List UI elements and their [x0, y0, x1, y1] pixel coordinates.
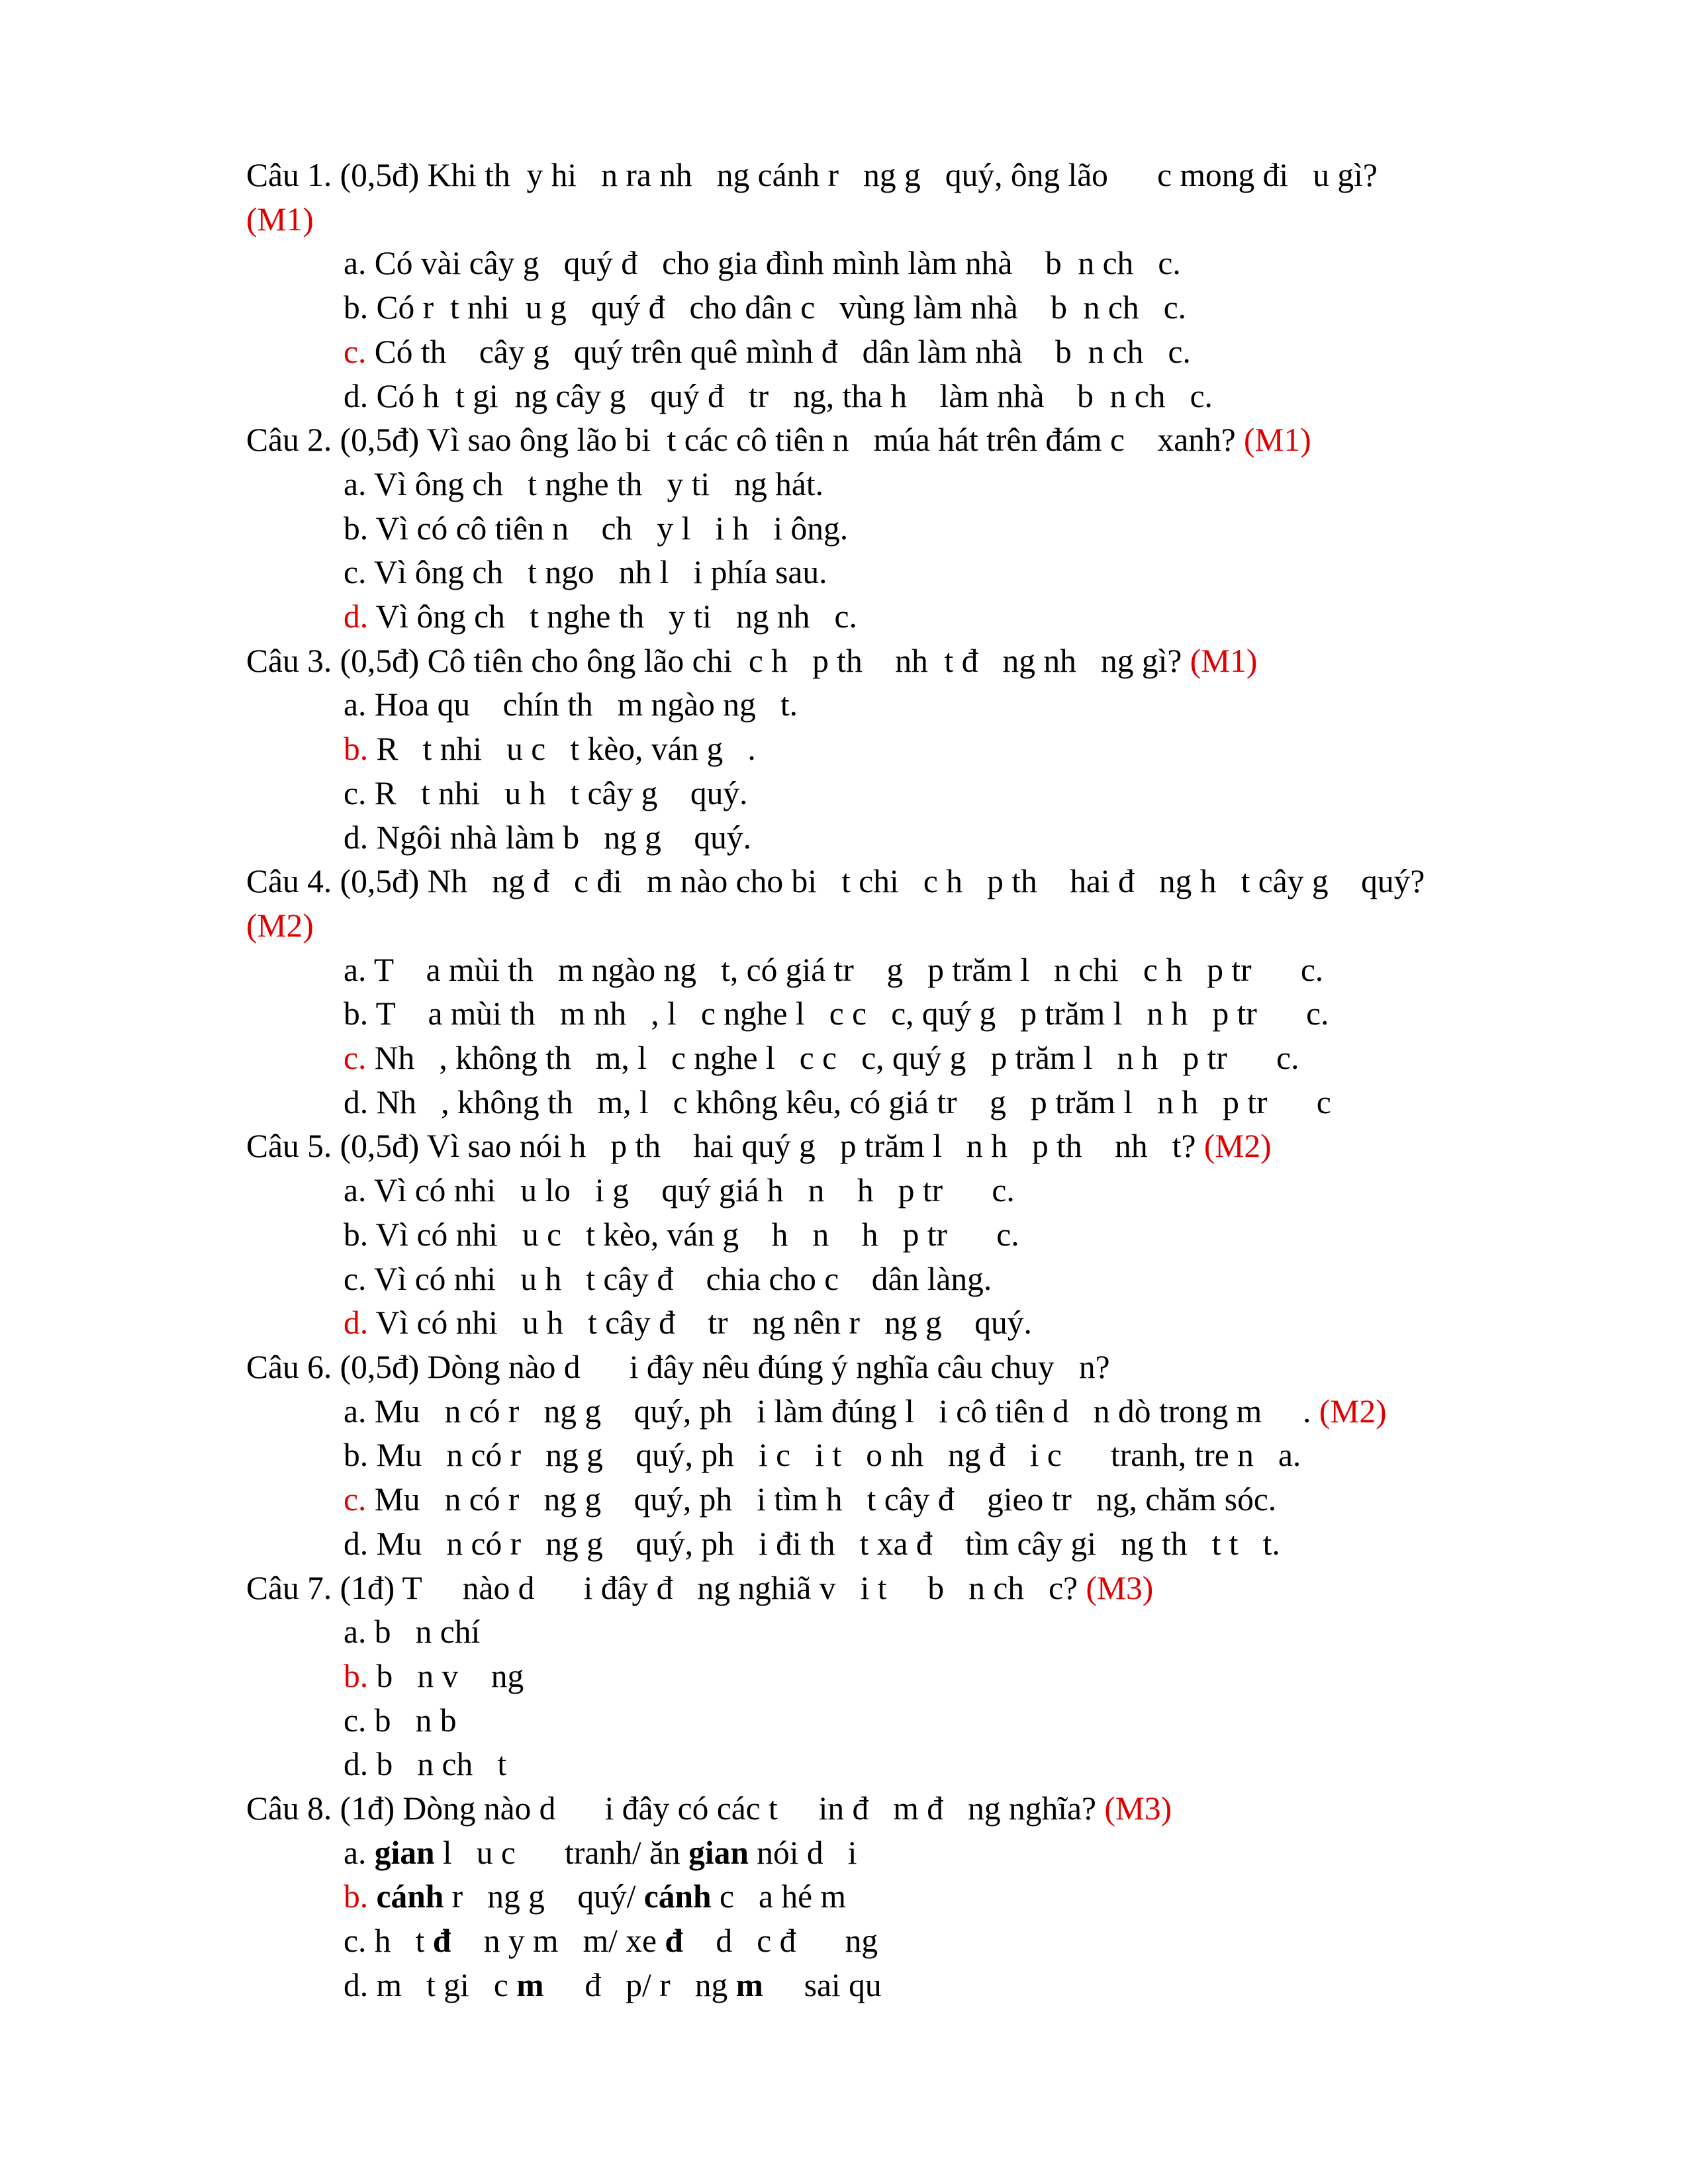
- option-key: a.: [344, 245, 367, 282]
- question-7: [246, 1567, 1537, 1611]
- option-key: b.: [344, 1437, 369, 1474]
- question-prompt: Câu 1. (0,5đ) Khi th y hi n ra nh ng cánh r ng g quý, ông lão c mong đi u gì?: [246, 157, 1378, 193]
- option-key: a.: [344, 1392, 367, 1430]
- answer-option-c: [246, 330, 1537, 375]
- level-badge: (M1): [246, 201, 314, 238]
- question-6: [246, 1345, 1537, 1390]
- level-badge: (M1): [1244, 422, 1311, 459]
- answer-option-a: [246, 1831, 1537, 1876]
- question-4: [246, 860, 1537, 904]
- answer-option-d: [246, 1743, 1537, 1787]
- option-key: b.: [344, 995, 369, 1032]
- question-prompt: Câu 6. (0,5đ) Dòng nào d i đây nêu đúng ý nghĩa câu chuy n?: [246, 1348, 1110, 1385]
- option-text: Có r t nhi u g quý đ cho dân c vùng làm nhà b n ch c.: [368, 289, 1187, 326]
- option-key: d.: [344, 1966, 369, 2003]
- option-text: Vì có cô tiên n ch y l i h i ông.: [368, 510, 849, 547]
- option-text: Vì có nhi u c t kèo, ván g h n h p tr c.: [368, 1216, 1019, 1253]
- level-badge: (M2): [1319, 1392, 1387, 1430]
- option-key: d.: [344, 377, 369, 414]
- option-key: c.: [344, 1260, 367, 1297]
- answer-option-a: [246, 463, 1537, 507]
- option-text: Vì ông ch t nghe th y ti ng nh c.: [368, 598, 857, 635]
- option-text: Nh , không th m, l c không kêu, có giá tr g p trăm l n h p tr c: [368, 1083, 1331, 1120]
- option-text: Hoa qu chín th m ngào ng t.: [366, 686, 798, 723]
- option-text: r ng g quý/: [444, 1878, 644, 1915]
- option-text: b n b: [366, 1702, 457, 1739]
- answer-option-b: [246, 1433, 1537, 1478]
- answer-option-c: [246, 551, 1537, 595]
- quiz-document: [246, 154, 1537, 2008]
- question-8: [246, 1787, 1537, 1831]
- question-prompt: Câu 4. (0,5đ) Nh ng đ c đi m nào cho bi t chi c h p th hai đ ng h t cây g quý?: [246, 863, 1425, 900]
- option-key: b.: [344, 1657, 369, 1694]
- option-text: T a mùi th m ngào ng t, có giá tr g p trăm l n chi c h p tr c.: [366, 951, 1324, 988]
- answer-option-c: [246, 1919, 1537, 1964]
- question-prompt: Câu 7. (1đ) T nào d i đây đ ng nghiã v i t b n ch c?: [246, 1569, 1078, 1606]
- bold-word: gian: [374, 1834, 435, 1871]
- answer-option-c: [246, 772, 1537, 816]
- option-key: a.: [344, 1172, 367, 1209]
- answer-option-c: [246, 1036, 1537, 1081]
- option-key: c.: [344, 1923, 367, 1960]
- question-prompt: Câu 3. (0,5đ) Cô tiên cho ông lão chi c h p th nh t đ ng nh ng gì?: [246, 642, 1182, 679]
- option-key: c.: [344, 1040, 367, 1077]
- option-text: l u c tranh/ ăn: [434, 1834, 689, 1871]
- bold-word: cánh: [376, 1878, 444, 1915]
- option-key: c.: [344, 333, 367, 370]
- option-key: c.: [344, 774, 367, 811]
- option-key: b.: [344, 510, 369, 547]
- option-key: d.: [344, 819, 369, 856]
- answer-option-b: [246, 727, 1537, 772]
- option-key: a.: [344, 465, 367, 502]
- option-key: a.: [344, 686, 367, 723]
- question-level-line: [246, 198, 1537, 242]
- answer-option-b: [246, 286, 1537, 330]
- question-1: [246, 154, 1537, 198]
- answer-option-a: [246, 948, 1537, 993]
- option-key: d.: [344, 1304, 369, 1342]
- option-key: a.: [344, 951, 367, 988]
- bold-word: đ: [665, 1923, 683, 1960]
- question-prompt: Câu 8. (1đ) Dòng nào d i đây có các t in đ m đ ng nghĩa?: [246, 1790, 1096, 1827]
- option-key: a.: [344, 1834, 367, 1871]
- answer-option-c: [246, 1478, 1537, 1522]
- question-5: [246, 1124, 1537, 1169]
- option-key: b.: [344, 731, 369, 768]
- bold-word: gian: [688, 1834, 749, 1871]
- question-2: [246, 418, 1537, 463]
- level-badge: (M2): [246, 907, 314, 944]
- level-badge: (M3): [1104, 1790, 1172, 1827]
- option-text: R t nhi u h t cây g quý.: [366, 774, 748, 811]
- option-key: d.: [344, 1083, 369, 1120]
- option-text: m t gi c: [368, 1966, 517, 2003]
- option-text: Mu n có r ng g quý, ph i tìm h t cây đ gieo tr ng, chăm sóc.: [366, 1481, 1277, 1518]
- option-text: Nh , không th m, l c nghe l c c c, quý g p trăm l n h p tr c.: [366, 1040, 1299, 1077]
- option-text: Vì có nhi u lo i g quý giá h n h p tr c.: [366, 1172, 1015, 1209]
- answer-option-a: [246, 1610, 1537, 1655]
- answer-option-b: [246, 1213, 1537, 1257]
- answer-option-b: [246, 1655, 1537, 1699]
- option-text: Mu n có r ng g quý, ph i làm đúng l i cô tiên d n dò trong m .: [366, 1392, 1311, 1430]
- option-text: b n v ng: [368, 1657, 524, 1694]
- bold-word: đ: [432, 1923, 451, 1960]
- option-text: Vì ông ch t ngo nh l i phía sau.: [366, 554, 827, 591]
- answer-option-a: [246, 1169, 1537, 1213]
- option-text: d c đ ng: [682, 1923, 878, 1960]
- answer-option-b: [246, 1875, 1537, 1919]
- option-text: Vì có nhi u h t cây đ tr ng nên r ng g quý.: [368, 1304, 1032, 1342]
- answer-option-d: [246, 595, 1537, 639]
- bold-word: m: [735, 1966, 763, 2003]
- option-text: b n ch t: [368, 1746, 507, 1783]
- answer-option-b: [246, 507, 1537, 551]
- option-text: Vì ông ch t nghe th y ti ng hát.: [366, 465, 824, 502]
- option-text: R t nhi u c t kèo, ván g .: [368, 731, 756, 768]
- question-prompt: Câu 2. (0,5đ) Vì sao ông lão bi t các cô tiên n múa hát trên đám c xanh?: [246, 422, 1236, 459]
- answer-option-d: [246, 1964, 1537, 2008]
- answer-option-d: [246, 1522, 1537, 1567]
- answer-option-c: [246, 1257, 1537, 1302]
- option-text: n y m m/ xe: [451, 1923, 665, 1960]
- bold-word: cánh: [643, 1878, 712, 1915]
- bold-word: m: [516, 1966, 544, 2003]
- option-text: c a hé m: [711, 1878, 846, 1915]
- answer-option-d: [246, 816, 1537, 860]
- option-text: h t: [366, 1923, 433, 1960]
- answer-option-c: [246, 1699, 1537, 1743]
- option-key: c.: [344, 1702, 367, 1739]
- question-3: [246, 639, 1537, 684]
- question-level-line: [246, 904, 1537, 948]
- option-text: Ngôi nhà làm b ng g quý.: [368, 819, 751, 856]
- option-text: đ p/ r ng: [543, 1966, 736, 2003]
- option-key: b.: [344, 1216, 369, 1253]
- option-key: a.: [344, 1614, 367, 1651]
- answer-option-a: [246, 683, 1537, 727]
- option-key: d.: [344, 1746, 369, 1783]
- option-text: sai qu: [763, 1966, 882, 2003]
- option-text: Có th cây g quý trên quê mình đ dân làm nhà b n ch c.: [366, 333, 1191, 370]
- option-text: [368, 1878, 376, 1915]
- answer-option-d: [246, 1081, 1537, 1125]
- option-key: b.: [344, 1878, 369, 1915]
- option-key: c.: [344, 1481, 367, 1518]
- answer-option-d: [246, 375, 1537, 419]
- option-text: Mu n có r ng g quý, ph i đi th t xa đ tìm cây gi ng th t t t.: [368, 1525, 1280, 1562]
- option-text: Vì có nhi u h t cây đ chia cho c dân làng.: [366, 1260, 992, 1297]
- answer-option-b: [246, 992, 1537, 1036]
- option-text: Có h t gi ng cây g quý đ tr ng, tha h làm nhà b n ch c.: [368, 377, 1213, 414]
- option-key: c.: [344, 554, 367, 591]
- option-text: nói d i: [748, 1834, 857, 1871]
- answer-option-a: [246, 1390, 1537, 1434]
- option-text: b n chí: [366, 1614, 481, 1651]
- option-text: [366, 1835, 374, 1871]
- option-text: Có vài cây g quý đ cho gia đình mình làm nhà b n ch c.: [366, 245, 1181, 282]
- option-key: d.: [344, 1525, 369, 1562]
- question-prompt: Câu 5. (0,5đ) Vì sao nói h p th hai quý g p trăm l n h p th nh t?: [246, 1128, 1196, 1165]
- option-text: T a mùi th m nh , l c nghe l c c c, quý g p trăm l n h p tr c.: [368, 995, 1329, 1032]
- option-key: b.: [344, 289, 369, 326]
- answer-option-d: [246, 1301, 1537, 1345]
- option-text: Mu n có r ng g quý, ph i c i t o nh ng đ i c tranh, tre n a.: [368, 1437, 1301, 1474]
- option-key: d.: [344, 598, 369, 635]
- level-badge: (M3): [1086, 1569, 1154, 1606]
- level-badge: (M1): [1190, 642, 1258, 679]
- answer-option-a: [246, 242, 1537, 286]
- level-badge: (M2): [1203, 1128, 1272, 1165]
